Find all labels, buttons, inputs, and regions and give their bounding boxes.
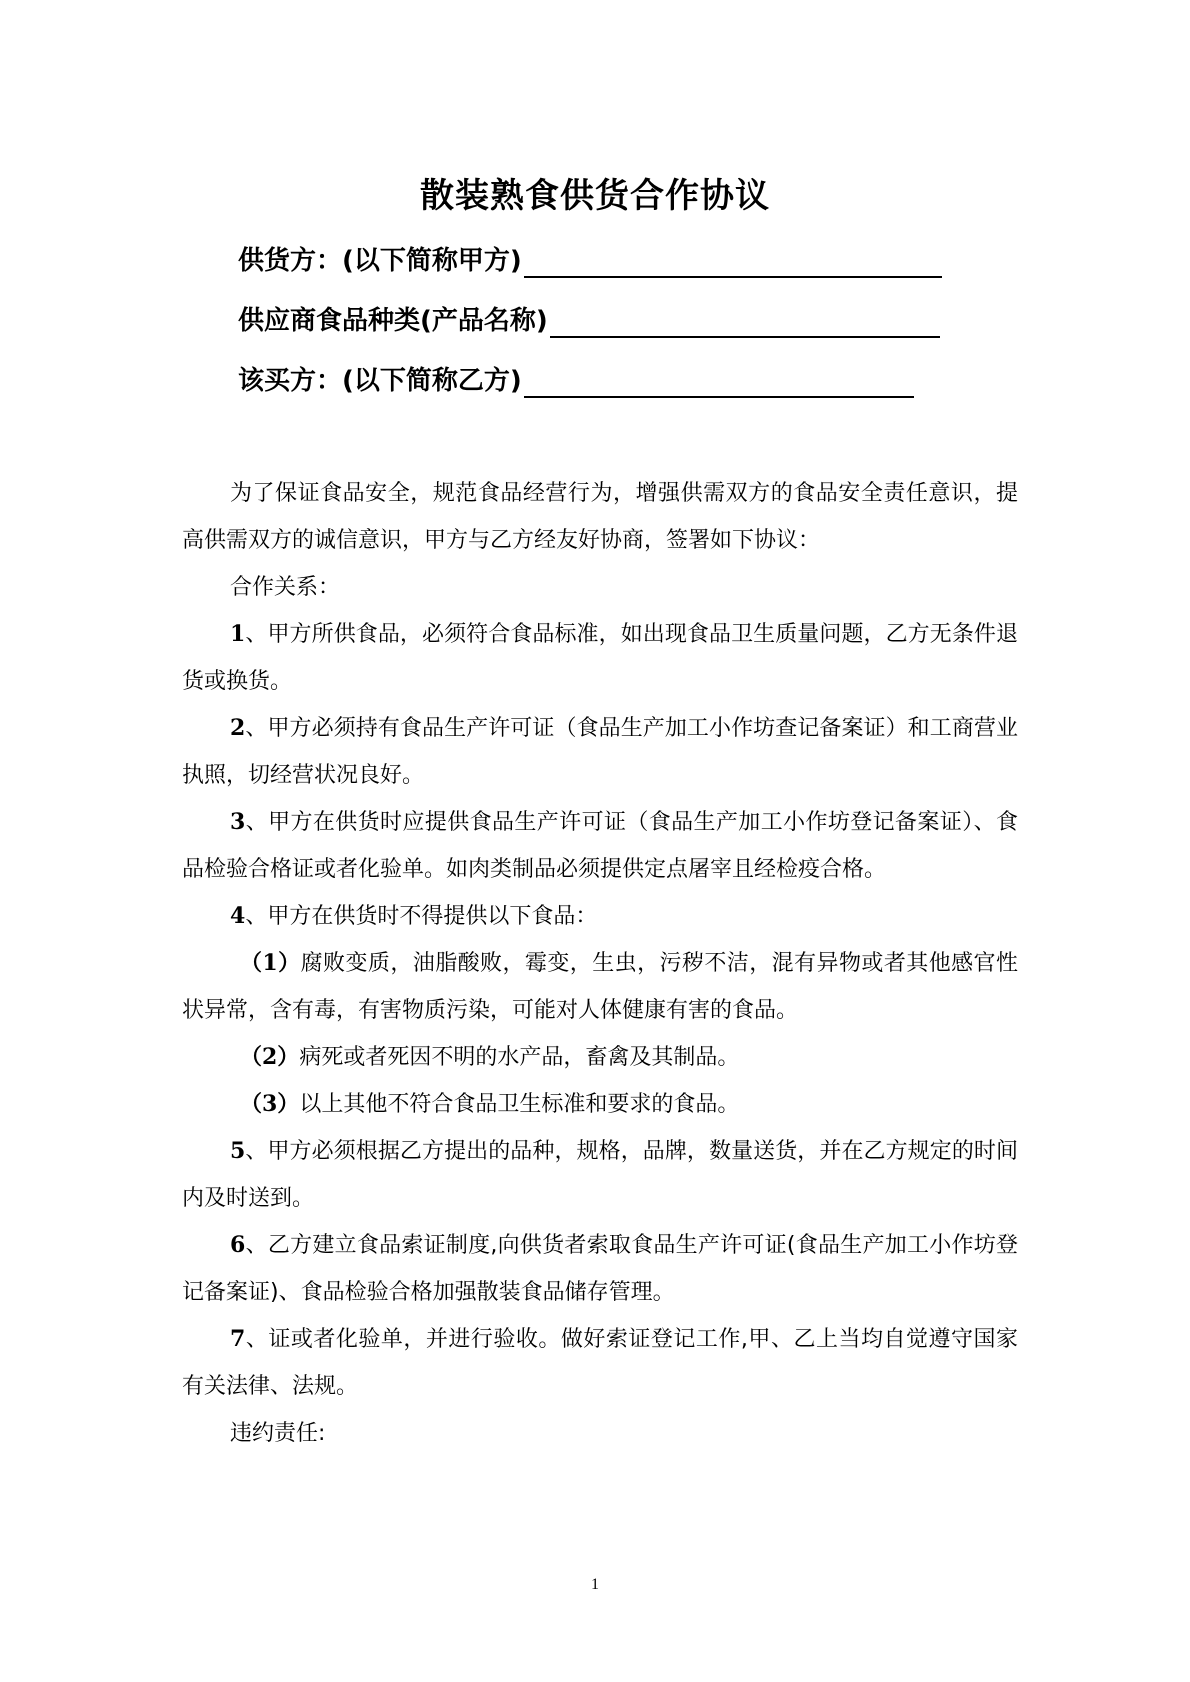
- clause-5: [182, 1128, 1018, 1222]
- sub-item-number: （3）: [240, 1091, 300, 1117]
- clause-number: 6: [230, 1232, 246, 1258]
- clause-text: 、甲方所供食品，必须符合食品标准，如出现食品卫生质量问题，乙方无条件退货或换货。: [182, 622, 1018, 694]
- sub-item-text: 病死或者死因不明的水产品，畜禽及其制品。: [299, 1045, 740, 1070]
- clause-1: [182, 611, 1018, 705]
- sub-item-1: [182, 940, 1018, 1034]
- clause-text: 、甲方在供货时应提供食品生产许可证（食品生产加工小作坊登记备案证）、食品检验合格证或者化验单。如肉类制品必须提供定点屠宰且经检疫合格。: [182, 810, 1018, 882]
- party-product-blank[interactable]: [550, 308, 940, 338]
- clause-number: 7: [230, 1326, 246, 1352]
- section-cooperation-heading: 合作关系：: [230, 575, 341, 600]
- agreement-body: [182, 470, 1018, 1457]
- sub-item-2: [182, 1034, 1018, 1081]
- clause-number: 3: [230, 809, 246, 835]
- clause-text: 、甲方必须根据乙方提出的品种，规格，品牌，数量送货，并在乙方规定的时间内及时送到。: [182, 1139, 1018, 1211]
- section-breach-heading: 违约责任:: [230, 1421, 326, 1446]
- sub-item-number: （2）: [240, 1044, 300, 1070]
- page-number: 1: [591, 1576, 599, 1593]
- clause-text: 、证或者化验单，并进行验收。做好索证登记工作,甲、乙上当均自觉遵守国家有关法律、法规。: [182, 1327, 1018, 1399]
- clause-4: [182, 893, 1018, 940]
- clause-number: 5: [230, 1138, 246, 1164]
- party-supplier-label: 供货方：(以下简称甲方): [238, 246, 522, 276]
- sub-item-text: 以上其他不符合食品卫生标准和要求的食品。: [299, 1092, 740, 1117]
- clause-6: [182, 1222, 1018, 1316]
- party-supplier-blank[interactable]: [524, 248, 942, 278]
- clause-text: 、甲方必须持有食品生产许可证（食品生产加工小作坊查记备案证）和工商营业执照，切经营状况良好。: [182, 716, 1018, 788]
- document-title: 散装熟食供货合作协议: [420, 176, 770, 216]
- clause-text: 、甲方在供货时不得提供以下食品：: [245, 904, 598, 929]
- intro-paragraph: 为了保证食品安全，规范食品经营行为，增强供需双方的食品安全责任意识，提高供需双方的诚信意识，甲方与乙方经友好协商，签署如下协议：: [182, 481, 1018, 553]
- clause-3: [182, 799, 1018, 893]
- clause-number: 1: [230, 621, 246, 647]
- clause-number: 4: [230, 903, 246, 929]
- party-buyer-label: 该买方：(以下简称乙方): [238, 366, 522, 396]
- party-buyer-blank[interactable]: [524, 368, 914, 398]
- sub-item-number: （1）: [240, 950, 301, 976]
- sub-item-3: [182, 1081, 1018, 1128]
- clause-2: [182, 705, 1018, 799]
- clause-number: 2: [230, 715, 246, 741]
- clause-7: [182, 1316, 1018, 1410]
- party-buyer-line: [238, 364, 914, 398]
- sub-item-text: 腐败变质，油脂酸败，霉变，生虫，污秽不洁，混有异物或者其他感官性状异常，含有毒，有害物质污染，可能对人体健康有害的食品。: [182, 951, 1018, 1023]
- party-product-line: [238, 304, 940, 338]
- party-supplier-line: [238, 244, 942, 278]
- party-product-label: 供应商食品种类(产品名称): [238, 306, 548, 336]
- clause-text: 、乙方建立食品索证制度,向供货者索取食品生产许可证(食品生产加工小作坊登记备案证)、食品检验合格加强散装食品储存管理。: [182, 1233, 1018, 1305]
